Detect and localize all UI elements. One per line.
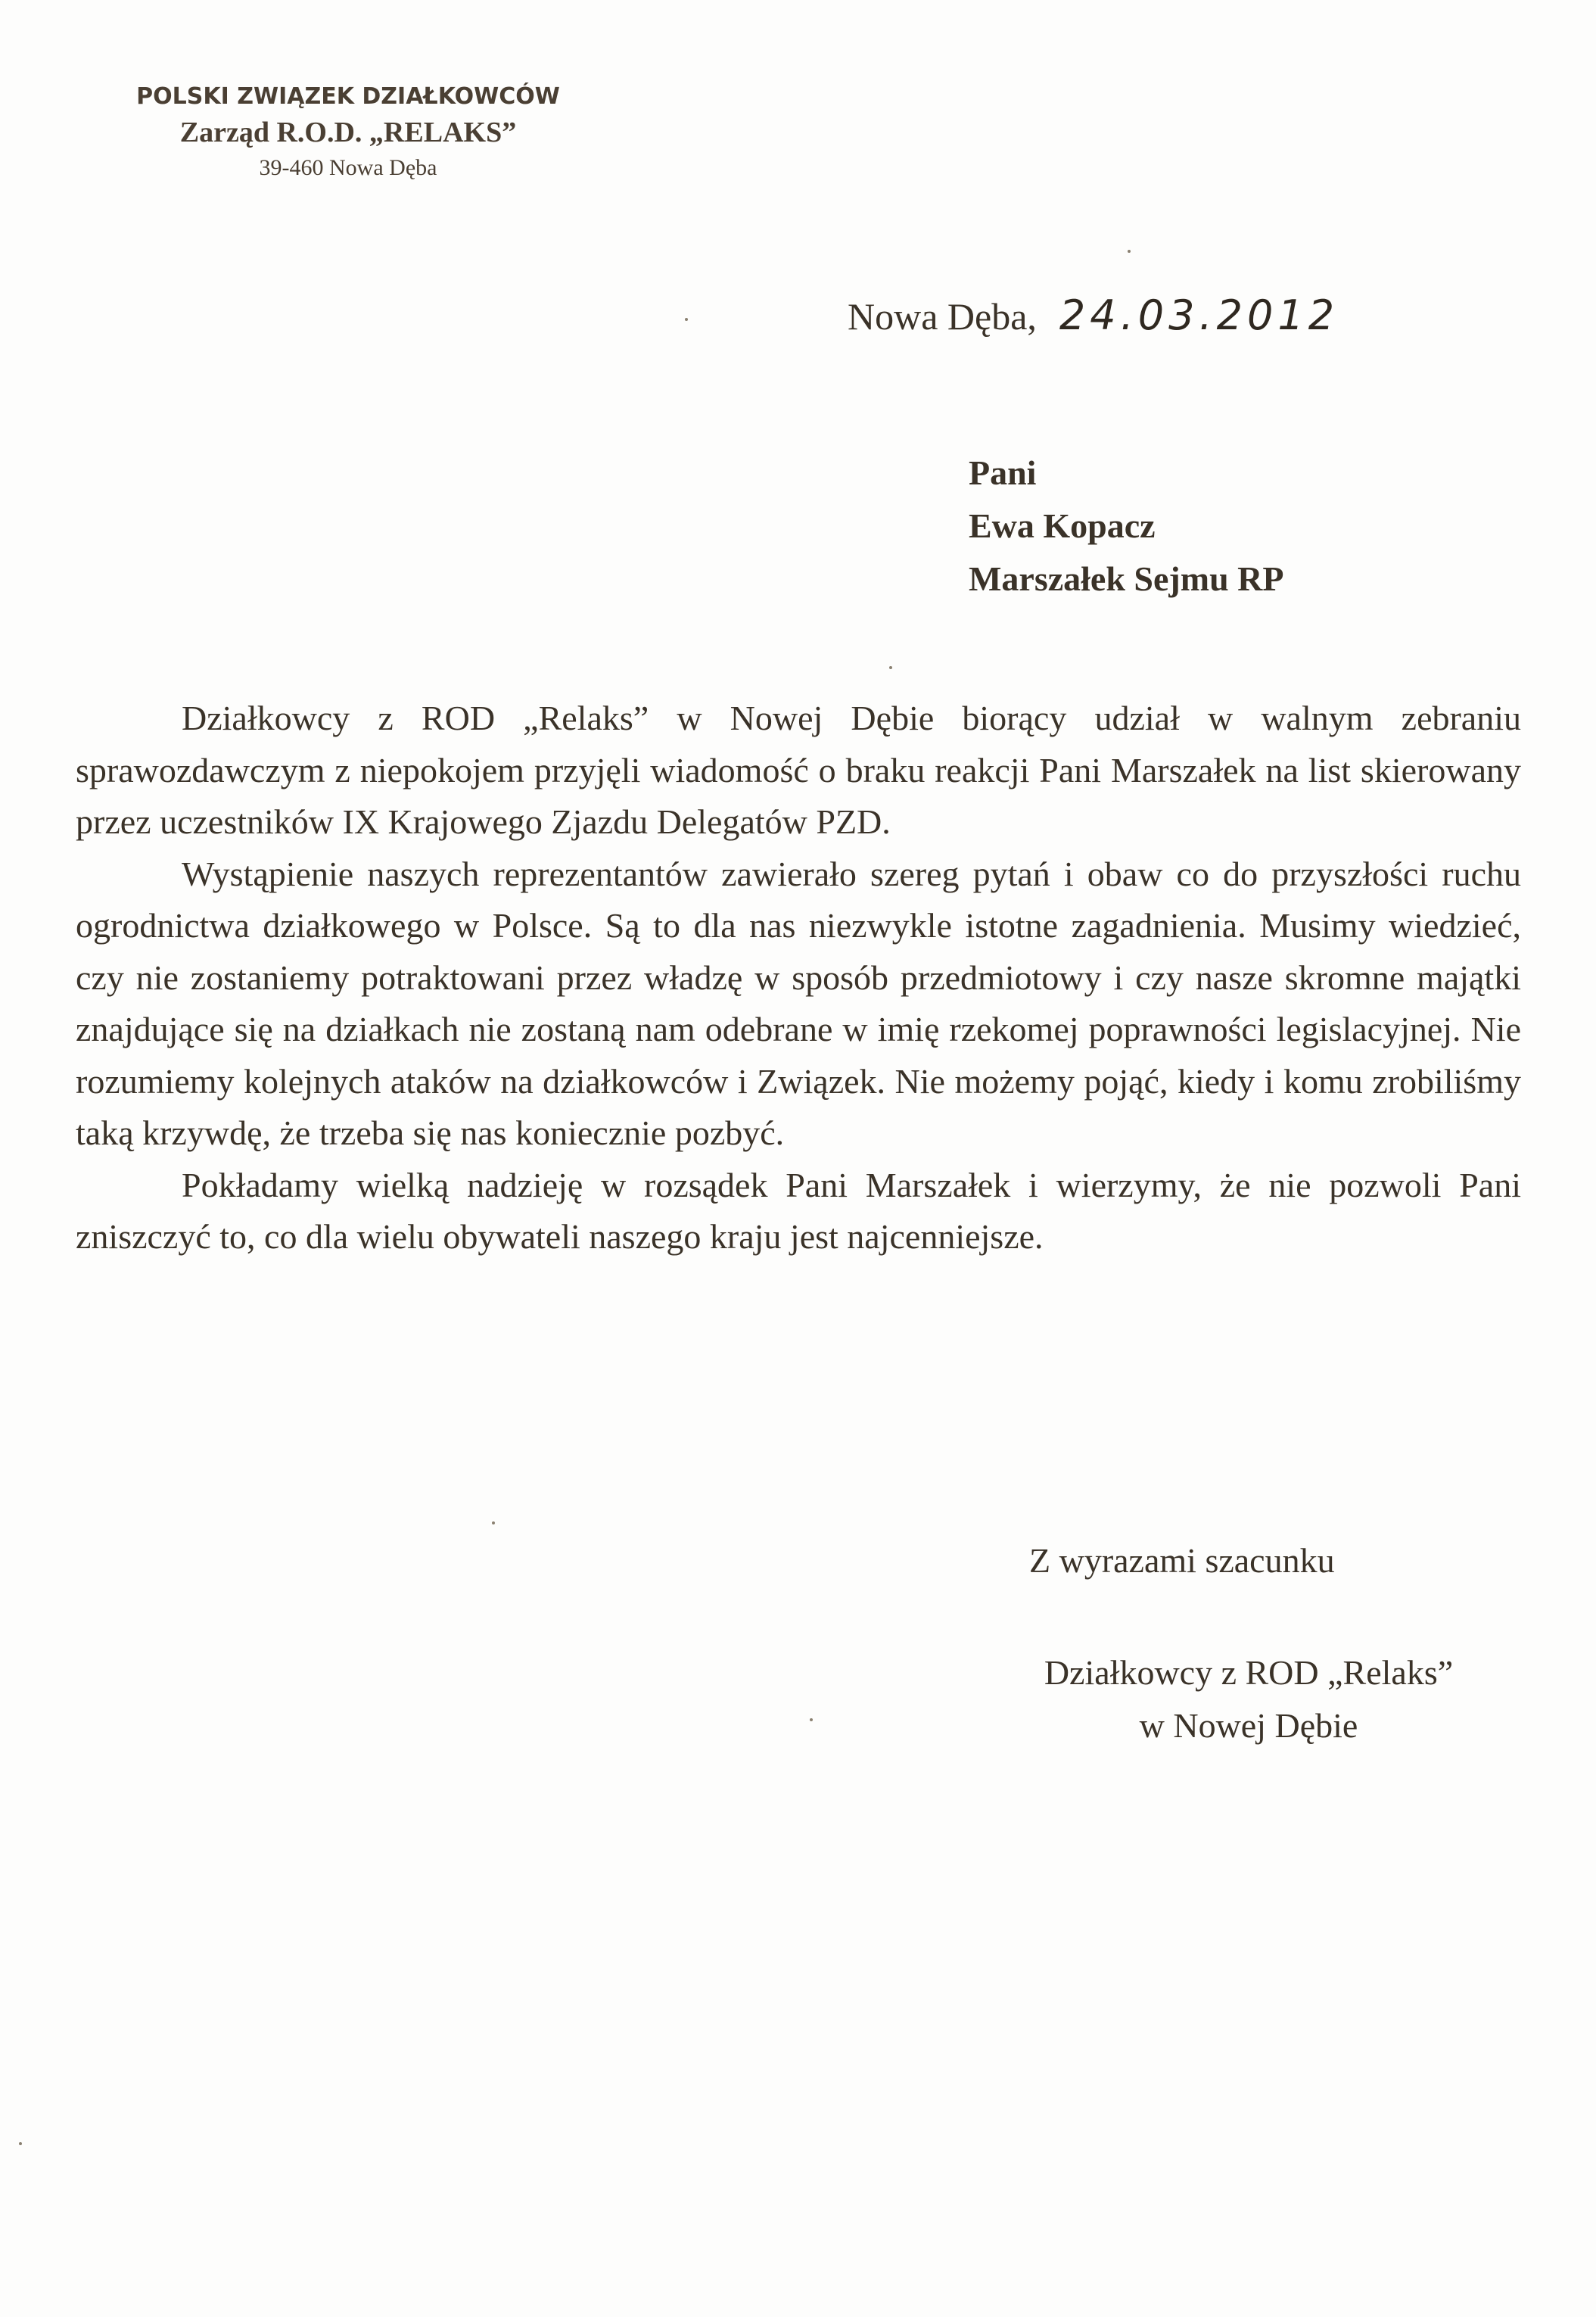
body-paragraph-2: Wystąpienie naszych reprezentantów zawierało szereg pytań i obaw co do przyszłości ruchu ogrodnictwa działkowego w Polsce. Są to dla nas niezwykle istotne zagadnienia. Musimy wiedzieć, czy nie zostaniemy potraktowani przez władzę w sposób przedmiotowy i czy nasze skromne majątki znajdujące się na działkach nie zostaną nam odebrane w imię rzekomej poprawności legislacyjnej. Nie rozumiemy kolejnych ataków na działkowców i Związek. Nie możemy pojąć, kiedy i komu zrobiliśmy taką krzywdę, że trzeba się nas koniecznie pozbyć. xyxy=(76,854,1521,1152)
scan-speck xyxy=(810,1718,813,1721)
body-paragraph-3: Pokładamy wielką nadzieję w rozsądek Pani Marszałek i wierzymy, że nie pozwoli Pani zniszczyć to, co dla wielu obywateli naszego kraju jest najcenniejsze. xyxy=(76,1165,1521,1256)
dateline xyxy=(848,291,1339,339)
recipient-name: Ewa Kopacz xyxy=(969,506,1156,545)
scan-speck xyxy=(685,318,688,321)
dateline-place: Nowa Dęba, xyxy=(848,295,1037,338)
dateline-date: 24.03.2012 xyxy=(1059,291,1339,339)
sender-letterhead xyxy=(136,83,560,181)
sender-board: Zarząd R.O.D. „RELAKS” xyxy=(179,117,517,148)
signature-block xyxy=(984,1646,1514,1752)
recipient-block xyxy=(969,447,1283,606)
letter-body xyxy=(76,693,1521,1263)
closing-salutation: Z wyrazami szacunku xyxy=(1029,1541,1335,1580)
sender-organization: POLSKI ZWIĄZEK DZIAŁKOWCÓW xyxy=(136,83,560,110)
recipient-title: Marszałek Sejmu RP xyxy=(969,559,1284,598)
signature-line-1: Działkowcy z ROD „Relaks” xyxy=(1044,1653,1454,1692)
scan-speck xyxy=(889,666,892,669)
sender-address: 39-460 Nowa Dęba xyxy=(259,155,437,180)
scan-speck xyxy=(1128,250,1131,253)
scan-speck xyxy=(19,2142,22,2145)
body-paragraph-1: Działkowcy z ROD „Relaks” w Nowej Dębie biorący udział w walnym zebraniu sprawozdawczym z niepokojem przyjęli wiadomość o braku reakcji Pani Marszałek na list skierowany przez uczestników IX Krajowego Zjazdu Delegatów PZD. xyxy=(76,699,1521,841)
scan-speck xyxy=(492,1521,495,1524)
signature-line-2: w Nowej Dębie xyxy=(1139,1706,1358,1745)
recipient-salutation: Pani xyxy=(969,453,1037,492)
